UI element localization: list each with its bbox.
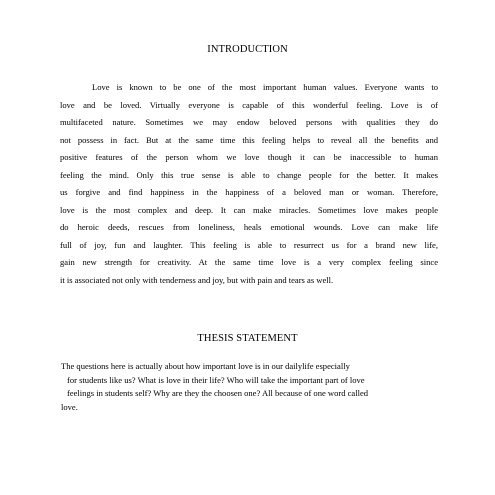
paragraph-line: it is associated not only with tenderness and joy, but with pain and tears as well. xyxy=(60,274,334,285)
introduction-heading: INTRODUCTION xyxy=(207,44,288,55)
paragraph-line: for students like us? What is love in their life? Who will take the important part of love xyxy=(67,374,365,385)
paragraph-line: Love is known to be one of the most important human values. Everyone wants to xyxy=(92,82,438,92)
paragraph-line: love and be loved. Virtually everyone is capable of this wonderful feeling. Love is of xyxy=(60,99,438,110)
paragraph-line: not possess in fact. But at the same time this feeling helps to reveal all the benefits and xyxy=(60,134,438,145)
paragraph-line: us forgive and find happiness in the happiness of a beloved man or woman. Therefore, xyxy=(60,187,438,197)
paragraph-line: full of joy, fun and laughter. This feeling is able to resurrect us for a brand new life, xyxy=(60,239,438,250)
paragraph-line: do heroic deeds, rescues from loneliness, heals emotional wounds. Love can make life xyxy=(60,222,438,232)
introduction-paragraph xyxy=(60,79,438,289)
paragraph-line: The questions here is actually about how important love is in our dailylife especially xyxy=(61,361,350,371)
paragraph-line: love. xyxy=(61,401,78,412)
thesis-statement-heading: THESIS STATEMENT xyxy=(197,333,298,344)
thesis-statement-paragraph xyxy=(61,360,441,414)
paragraph-line: positive features of the person whom we love though it can be inaccessible to human xyxy=(60,152,438,162)
paragraph-line: feeling the mind. Only this true sense is able to change people for the better. It makes xyxy=(60,169,438,180)
paragraph-line: love is the most complex and deep. It can make miracles. Sometimes love makes people xyxy=(60,204,438,215)
paragraph-line: feelings in students self? Why are they the choosen one? All because of one word called xyxy=(67,388,369,399)
paragraph-line: gain new strength for creativity. At the same time love is a very complex feeling since xyxy=(60,257,438,267)
paragraph-line: multifaceted nature. Sometimes we may endow beloved persons with qualities they do xyxy=(60,117,438,127)
